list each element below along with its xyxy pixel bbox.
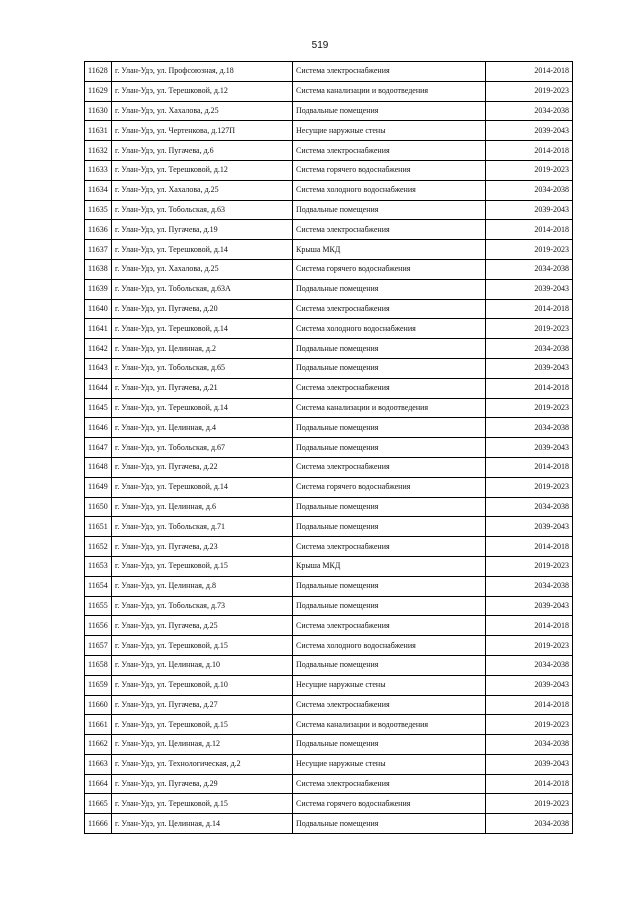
address-cell: г. Улан-Удэ, ул. Целинная, д.8 bbox=[112, 576, 293, 596]
period-cell: 2039-2043 bbox=[486, 279, 573, 299]
address-cell: г. Улан-Удэ, ул. Технологическая, д.2 bbox=[112, 754, 293, 774]
row-id-cell: 11640 bbox=[85, 299, 112, 319]
address-cell: г. Улан-Удэ, ул. Хахалова, д.25 bbox=[112, 180, 293, 200]
table-row bbox=[85, 259, 573, 279]
row-id-cell: 11643 bbox=[85, 358, 112, 378]
table-row bbox=[85, 754, 573, 774]
table-row bbox=[85, 477, 573, 497]
system-cell: Система канализации и водоотведения bbox=[293, 715, 486, 735]
address-cell: г. Улан-Удэ, ул. Чертенкова, д.127П bbox=[112, 121, 293, 141]
period-cell: 2014-2018 bbox=[486, 141, 573, 161]
table-row bbox=[85, 616, 573, 636]
table-row bbox=[85, 180, 573, 200]
period-cell: 2014-2018 bbox=[486, 299, 573, 319]
table-row bbox=[85, 438, 573, 458]
table-row bbox=[85, 715, 573, 735]
address-cell: г. Улан-Удэ, ул. Целинная, д.10 bbox=[112, 655, 293, 675]
row-id-cell: 11646 bbox=[85, 418, 112, 438]
table-row bbox=[85, 141, 573, 161]
period-cell: 2034-2038 bbox=[486, 180, 573, 200]
period-cell: 2034-2038 bbox=[486, 735, 573, 755]
row-id-cell: 11663 bbox=[85, 754, 112, 774]
table-row bbox=[85, 735, 573, 755]
period-cell: 2039-2043 bbox=[486, 121, 573, 141]
address-cell: г. Улан-Удэ, ул. Целинная, д.12 bbox=[112, 735, 293, 755]
row-id-cell: 11644 bbox=[85, 378, 112, 398]
period-cell: 2019-2023 bbox=[486, 477, 573, 497]
system-cell: Крыша МКД bbox=[293, 556, 486, 576]
period-cell: 2019-2023 bbox=[486, 794, 573, 814]
row-id-cell: 11664 bbox=[85, 774, 112, 794]
row-id-cell: 11637 bbox=[85, 240, 112, 260]
period-cell: 2019-2023 bbox=[486, 715, 573, 735]
period-cell: 2014-2018 bbox=[486, 62, 573, 82]
address-cell: г. Улан-Удэ, ул. Терешковой, д.14 bbox=[112, 398, 293, 418]
period-cell: 2019-2023 bbox=[486, 556, 573, 576]
row-id-cell: 11650 bbox=[85, 497, 112, 517]
period-cell: 2034-2038 bbox=[486, 418, 573, 438]
row-id-cell: 11658 bbox=[85, 655, 112, 675]
page-number: 519 bbox=[311, 40, 329, 51]
system-cell: Подвальные помещения bbox=[293, 814, 486, 834]
table-row bbox=[85, 81, 573, 101]
address-cell: г. Улан-Удэ, ул. Хахалова, д.25 bbox=[112, 101, 293, 121]
period-cell: 2034-2038 bbox=[486, 576, 573, 596]
system-cell: Подвальные помещения bbox=[293, 735, 486, 755]
table-row bbox=[85, 418, 573, 438]
row-id-cell: 11649 bbox=[85, 477, 112, 497]
row-id-cell: 11666 bbox=[85, 814, 112, 834]
system-cell: Несущие наружные стены bbox=[293, 121, 486, 141]
period-cell: 2019-2023 bbox=[486, 240, 573, 260]
table-row bbox=[85, 695, 573, 715]
row-id-cell: 11662 bbox=[85, 735, 112, 755]
table-row bbox=[85, 457, 573, 477]
table-row bbox=[85, 299, 573, 319]
row-id-cell: 11665 bbox=[85, 794, 112, 814]
address-cell: г. Улан-Удэ, ул. Пугачева, д.22 bbox=[112, 457, 293, 477]
period-cell: 2039-2043 bbox=[486, 596, 573, 616]
period-cell: 2014-2018 bbox=[486, 537, 573, 557]
period-cell: 2014-2018 bbox=[486, 774, 573, 794]
period-cell: 2034-2038 bbox=[486, 259, 573, 279]
address-cell: г. Улан-Удэ, ул. Терешковой, д.15 bbox=[112, 556, 293, 576]
table-row bbox=[85, 636, 573, 656]
row-id-cell: 11654 bbox=[85, 576, 112, 596]
table-row bbox=[85, 398, 573, 418]
period-cell: 2039-2043 bbox=[486, 200, 573, 220]
system-cell: Система горячего водоснабжения bbox=[293, 160, 486, 180]
address-cell: г. Улан-Удэ, ул. Тобольская, д.67 bbox=[112, 438, 293, 458]
address-cell: г. Улан-Удэ, ул. Пугачева, д.20 bbox=[112, 299, 293, 319]
row-id-cell: 11638 bbox=[85, 259, 112, 279]
address-cell: г. Улан-Удэ, ул. Терешковой, д.14 bbox=[112, 319, 293, 339]
table-row bbox=[85, 319, 573, 339]
row-id-cell: 11647 bbox=[85, 438, 112, 458]
table-row bbox=[85, 378, 573, 398]
address-cell: г. Улан-Удэ, ул. Терешковой, д.15 bbox=[112, 794, 293, 814]
address-cell: г. Улан-Удэ, ул. Терешковой, д.14 bbox=[112, 477, 293, 497]
address-cell: г. Улан-Удэ, ул. Тобольская, д.63 bbox=[112, 200, 293, 220]
system-cell: Система холодного водоснабжения bbox=[293, 319, 486, 339]
system-cell: Система канализации и водоотведения bbox=[293, 81, 486, 101]
address-cell: г. Улан-Удэ, ул. Терешковой, д.10 bbox=[112, 675, 293, 695]
system-cell: Система холодного водоснабжения bbox=[293, 180, 486, 200]
row-id-cell: 11634 bbox=[85, 180, 112, 200]
period-cell: 2019-2023 bbox=[486, 319, 573, 339]
system-cell: Система электроснабжения bbox=[293, 299, 486, 319]
period-cell: 2019-2023 bbox=[486, 160, 573, 180]
system-cell: Система электроснабжения bbox=[293, 141, 486, 161]
period-cell: 2034-2038 bbox=[486, 655, 573, 675]
table-row bbox=[85, 576, 573, 596]
table-row bbox=[85, 537, 573, 557]
table-row bbox=[85, 101, 573, 121]
address-cell: г. Улан-Удэ, ул. Терешковой, д.14 bbox=[112, 240, 293, 260]
system-cell: Подвальные помещения bbox=[293, 200, 486, 220]
table-row bbox=[85, 339, 573, 359]
row-id-cell: 11651 bbox=[85, 517, 112, 537]
period-cell: 2039-2043 bbox=[486, 517, 573, 537]
system-cell: Подвальные помещения bbox=[293, 418, 486, 438]
address-cell: г. Улан-Удэ, ул. Целинная, д.14 bbox=[112, 814, 293, 834]
period-cell: 2039-2043 bbox=[486, 675, 573, 695]
row-id-cell: 11633 bbox=[85, 160, 112, 180]
row-id-cell: 11652 bbox=[85, 537, 112, 557]
row-id-cell: 11660 bbox=[85, 695, 112, 715]
address-cell: г. Улан-Удэ, ул. Пугачева, д.27 bbox=[112, 695, 293, 715]
system-cell: Система горячего водоснабжения bbox=[293, 259, 486, 279]
row-id-cell: 11653 bbox=[85, 556, 112, 576]
table-row bbox=[85, 62, 573, 82]
system-cell: Система холодного водоснабжения bbox=[293, 636, 486, 656]
address-cell: г. Улан-Удэ, ул. Тобольская, д.71 bbox=[112, 517, 293, 537]
address-cell: г. Улан-Удэ, ул. Целинная, д.4 bbox=[112, 418, 293, 438]
address-cell: г. Улан-Удэ, ул. Тобольская, д.63А bbox=[112, 279, 293, 299]
period-cell: 2034-2038 bbox=[486, 101, 573, 121]
system-cell: Система электроснабжения bbox=[293, 695, 486, 715]
table-row bbox=[85, 220, 573, 240]
system-cell: Подвальные помещения bbox=[293, 576, 486, 596]
period-cell: 2014-2018 bbox=[486, 220, 573, 240]
row-id-cell: 11630 bbox=[85, 101, 112, 121]
address-cell: г. Улан-Удэ, ул. Пугачева, д.21 bbox=[112, 378, 293, 398]
period-cell: 2039-2043 bbox=[486, 438, 573, 458]
period-cell: 2014-2018 bbox=[486, 378, 573, 398]
table-row bbox=[85, 655, 573, 675]
period-cell: 2039-2043 bbox=[486, 754, 573, 774]
system-cell: Подвальные помещения bbox=[293, 655, 486, 675]
row-id-cell: 11636 bbox=[85, 220, 112, 240]
table-row bbox=[85, 279, 573, 299]
system-cell: Несущие наружные стены bbox=[293, 754, 486, 774]
period-cell: 2034-2038 bbox=[486, 339, 573, 359]
row-id-cell: 11629 bbox=[85, 81, 112, 101]
table-row bbox=[85, 596, 573, 616]
address-cell: г. Улан-Удэ, ул. Хахалова, д.25 bbox=[112, 259, 293, 279]
table-row bbox=[85, 794, 573, 814]
table-row bbox=[85, 556, 573, 576]
row-id-cell: 11632 bbox=[85, 141, 112, 161]
address-cell: г. Улан-Удэ, ул. Тобольская, д.73 bbox=[112, 596, 293, 616]
address-cell: г. Улан-Удэ, ул. Пугачева, д.19 bbox=[112, 220, 293, 240]
system-cell: Несущие наружные стены bbox=[293, 675, 486, 695]
system-cell: Подвальные помещения bbox=[293, 497, 486, 517]
system-cell: Подвальные помещения bbox=[293, 279, 486, 299]
period-cell: 2014-2018 bbox=[486, 457, 573, 477]
address-cell: г. Улан-Удэ, ул. Целинная, д.2 bbox=[112, 339, 293, 359]
row-id-cell: 11648 bbox=[85, 457, 112, 477]
table-row bbox=[85, 121, 573, 141]
registry-table-body bbox=[85, 62, 573, 834]
row-id-cell: 11657 bbox=[85, 636, 112, 656]
table-row bbox=[85, 517, 573, 537]
address-cell: г. Улан-Удэ, ул. Пугачева, д.6 bbox=[112, 141, 293, 161]
table-row bbox=[85, 774, 573, 794]
address-cell: г. Улан-Удэ, ул. Профсоюзная, д.18 bbox=[112, 62, 293, 82]
system-cell: Подвальные помещения bbox=[293, 438, 486, 458]
table-row bbox=[85, 240, 573, 260]
system-cell: Система горячего водоснабжения bbox=[293, 794, 486, 814]
period-cell: 2019-2023 bbox=[486, 398, 573, 418]
row-id-cell: 11628 bbox=[85, 62, 112, 82]
period-cell: 2014-2018 bbox=[486, 695, 573, 715]
address-cell: г. Улан-Удэ, ул. Терешковой, д.15 bbox=[112, 636, 293, 656]
system-cell: Подвальные помещения bbox=[293, 101, 486, 121]
table-row bbox=[85, 200, 573, 220]
system-cell: Система электроснабжения bbox=[293, 616, 486, 636]
system-cell: Система электроснабжения bbox=[293, 537, 486, 557]
address-cell: г. Улан-Удэ, ул. Пугачева, д.23 bbox=[112, 537, 293, 557]
row-id-cell: 11645 bbox=[85, 398, 112, 418]
row-id-cell: 11656 bbox=[85, 616, 112, 636]
system-cell: Система электроснабжения bbox=[293, 774, 486, 794]
registry-table bbox=[84, 61, 573, 834]
system-cell: Подвальные помещения bbox=[293, 517, 486, 537]
address-cell: г. Улан-Удэ, ул. Терешковой, д.15 bbox=[112, 715, 293, 735]
system-cell: Подвальные помещения bbox=[293, 596, 486, 616]
period-cell: 2039-2043 bbox=[486, 358, 573, 378]
system-cell: Подвальные помещения bbox=[293, 358, 486, 378]
table-row bbox=[85, 675, 573, 695]
period-cell: 2034-2038 bbox=[486, 814, 573, 834]
system-cell: Система горячего водоснабжения bbox=[293, 477, 486, 497]
system-cell: Крыша МКД bbox=[293, 240, 486, 260]
period-cell: 2019-2023 bbox=[486, 636, 573, 656]
table-row bbox=[85, 497, 573, 517]
system-cell: Система канализации и водоотведения bbox=[293, 398, 486, 418]
address-cell: г. Улан-Удэ, ул. Пугачева, д.29 bbox=[112, 774, 293, 794]
table-row bbox=[85, 358, 573, 378]
row-id-cell: 11641 bbox=[85, 319, 112, 339]
period-cell: 2034-2038 bbox=[486, 497, 573, 517]
period-cell: 2014-2018 bbox=[486, 616, 573, 636]
table-row bbox=[85, 160, 573, 180]
system-cell: Система электроснабжения bbox=[293, 220, 486, 240]
row-id-cell: 11631 bbox=[85, 121, 112, 141]
row-id-cell: 11659 bbox=[85, 675, 112, 695]
row-id-cell: 11635 bbox=[85, 200, 112, 220]
address-cell: г. Улан-Удэ, ул. Тобольская, д.65 bbox=[112, 358, 293, 378]
row-id-cell: 11655 bbox=[85, 596, 112, 616]
address-cell: г. Улан-Удэ, ул. Терешковой, д.12 bbox=[112, 81, 293, 101]
table-row bbox=[85, 814, 573, 834]
row-id-cell: 11642 bbox=[85, 339, 112, 359]
system-cell: Система электроснабжения bbox=[293, 62, 486, 82]
row-id-cell: 11661 bbox=[85, 715, 112, 735]
address-cell: г. Улан-Удэ, ул. Пугачева, д.25 bbox=[112, 616, 293, 636]
row-id-cell: 11639 bbox=[85, 279, 112, 299]
address-cell: г. Улан-Удэ, ул. Целинная, д.6 bbox=[112, 497, 293, 517]
system-cell: Система электроснабжения bbox=[293, 378, 486, 398]
address-cell: г. Улан-Удэ, ул. Терешковой, д.12 bbox=[112, 160, 293, 180]
system-cell: Система электроснабжения bbox=[293, 457, 486, 477]
period-cell: 2019-2023 bbox=[486, 81, 573, 101]
system-cell: Подвальные помещения bbox=[293, 339, 486, 359]
